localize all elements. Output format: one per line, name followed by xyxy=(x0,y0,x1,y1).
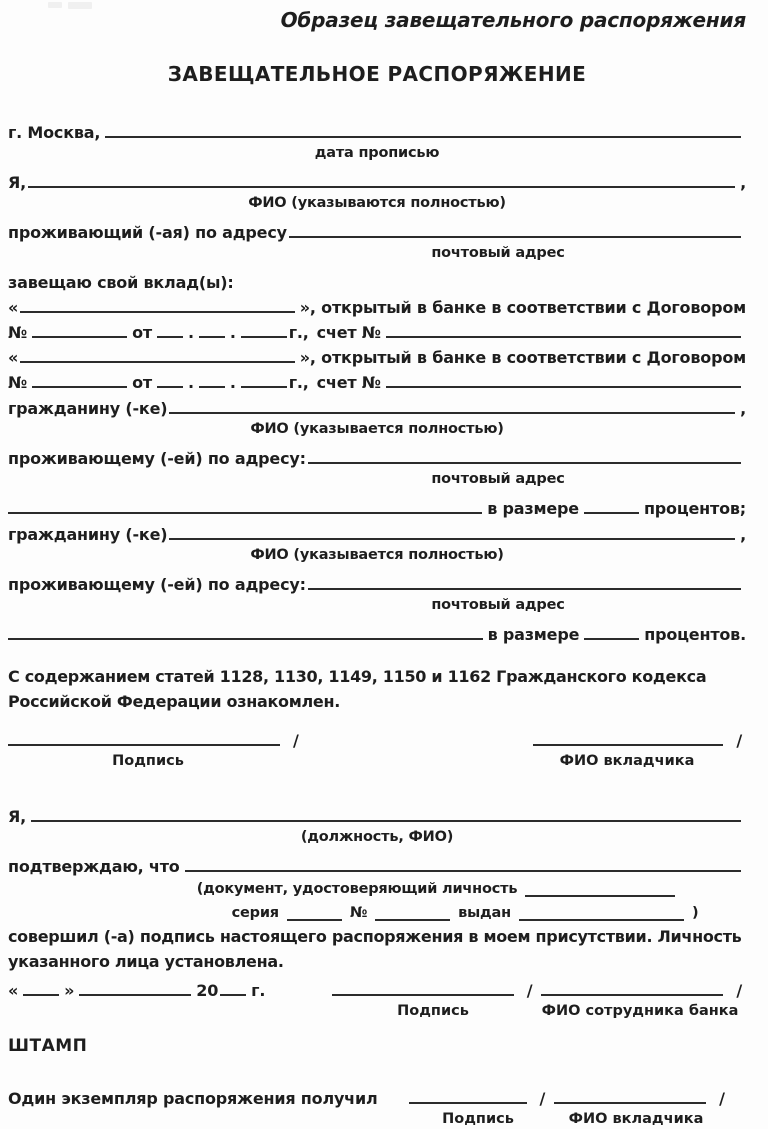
witness-text-line: указанного лица установлена. xyxy=(8,952,284,971)
beneficiary-address-label: проживающему (-ей) по адресу: xyxy=(8,449,306,468)
beneficiary-1-line xyxy=(8,392,746,418)
issued-label: выдан xyxy=(458,905,511,921)
spacer xyxy=(288,750,522,774)
beneficiary-1-share-line xyxy=(8,492,746,518)
date-caption: дата прописью xyxy=(314,145,440,161)
beneficiary-label: гражданину (-ке) xyxy=(8,399,168,418)
date-blank xyxy=(105,124,741,138)
testator-comma: , xyxy=(740,173,746,192)
beneficiary-address-blank xyxy=(308,450,741,464)
signature-caption: Подпись xyxy=(442,1111,514,1127)
deposit-year-blank xyxy=(241,374,287,388)
deposit-number-blank xyxy=(32,374,127,388)
slash: / xyxy=(539,1089,546,1108)
dot: . xyxy=(229,373,236,392)
copy-received-label: Один экземпляр распоряжения получил xyxy=(8,1089,378,1108)
dot: . xyxy=(187,373,194,392)
officer-fio-caption: ФИО сотрудника банка xyxy=(541,1003,739,1019)
beneficiary-postal-caption: почтовый адрес xyxy=(431,597,565,613)
deposit-name-blank xyxy=(20,299,295,313)
beneficiary-postal-caption: почтовый адрес xyxy=(431,471,565,487)
sample-note: Образец завещательного распоряжения xyxy=(280,8,746,32)
deposit-month-blank xyxy=(199,324,225,338)
beneficiary-fio-caption: ФИО (указывается полностью) xyxy=(250,421,504,437)
share-ending: процентов. xyxy=(644,625,746,644)
deposit-tail: », открытый в банке в соответствии с Договором xyxy=(299,348,746,367)
identity-doc-blank xyxy=(525,885,675,897)
slash: / xyxy=(293,731,299,750)
witness-text-line: совершил (-а) подпись настоящего распоряжения в моем присутствии. Личность xyxy=(8,927,742,946)
copy-received-row xyxy=(8,1080,746,1108)
officer-prefix: Я, xyxy=(8,807,26,826)
from-label: от xyxy=(132,323,152,342)
confirm-label: подтверждаю, что xyxy=(8,857,180,876)
deposit-number-blank xyxy=(32,324,127,338)
deposit-name-blank xyxy=(20,349,295,363)
open-quote: « xyxy=(8,298,19,317)
testator-address-blank xyxy=(289,224,741,238)
slash: / xyxy=(719,1089,725,1108)
document-title: ЗАВЕЩАТЕЛЬНОЕ РАСПОРЯЖЕНИЕ xyxy=(167,62,587,86)
beneficiary-2-line xyxy=(8,518,746,544)
officer-signature-captions xyxy=(8,1000,746,1024)
month-blank xyxy=(79,982,191,996)
spacer xyxy=(8,1000,338,1024)
scan-artifact xyxy=(48,2,62,8)
spacer xyxy=(528,1000,540,1024)
bequest-line xyxy=(8,266,746,292)
copy-fio-blank xyxy=(554,1090,706,1104)
share-percent-blank xyxy=(584,500,639,514)
testator-fio-blank xyxy=(28,174,735,188)
confirm-blank xyxy=(185,858,741,872)
confirm-line xyxy=(8,850,746,876)
copy-received-captions xyxy=(8,1108,746,1129)
year-blank xyxy=(220,982,246,996)
deposit-day-blank xyxy=(157,324,183,338)
depositor-signature-blank xyxy=(8,732,280,746)
depositor-signature-row xyxy=(8,722,746,750)
articles-text-line: С содержанием статей 1128, 1130, 1149, 1150 и 1162 Гражданского кодекса xyxy=(8,667,707,686)
doc-number-blank xyxy=(375,909,450,921)
officer-position-caption: (должность, ФИО) xyxy=(300,829,454,845)
deposit-2-name-line xyxy=(8,342,746,367)
day-blank xyxy=(23,982,59,996)
beneficiary-label: гражданину (-ке) xyxy=(8,525,168,544)
articles-text-line: Российской Федерации ознакомлен. xyxy=(8,692,340,711)
share-extra-blank xyxy=(8,626,483,640)
beneficiary-address-label: проживающему (-ей) по адресу: xyxy=(8,575,306,594)
open-quote: « xyxy=(8,348,19,367)
slash: / xyxy=(526,981,533,1000)
issued-by-blank xyxy=(519,909,684,921)
open-quote: « xyxy=(8,981,19,1000)
beneficiary-address-blank xyxy=(308,576,741,590)
year-label: г., xyxy=(288,373,309,392)
deposit-year-blank xyxy=(241,324,287,338)
share-label: в размере xyxy=(487,625,580,644)
identity-doc-caption-row xyxy=(68,876,768,900)
depositor-fio-caption: ФИО вкладчика xyxy=(568,1111,704,1127)
beneficiary-fio-blank xyxy=(169,400,735,414)
slash: / xyxy=(736,731,742,750)
beneficiary-2-address-line xyxy=(8,568,746,594)
account-label: счет № xyxy=(316,373,381,392)
year-label: г., xyxy=(288,323,309,342)
spacer xyxy=(548,1108,556,1129)
city-label: г. Москва, xyxy=(8,123,101,142)
officer-line xyxy=(8,800,746,826)
testator-postal-caption: почтовый адрес xyxy=(431,245,565,261)
close-paren: ) xyxy=(691,905,699,921)
series-blank xyxy=(287,909,342,921)
signature-caption: Подпись xyxy=(112,753,184,769)
dot: . xyxy=(229,323,236,342)
deposit-1-name-line xyxy=(8,292,746,317)
account-label: счет № xyxy=(316,323,381,342)
deposit-2-number-line xyxy=(8,367,746,392)
number-sign: № xyxy=(8,323,28,342)
beneficiary-fio-blank xyxy=(169,526,735,540)
year-suffix: г. xyxy=(251,981,266,1000)
deposit-account-blank xyxy=(386,324,741,338)
scan-artifact xyxy=(68,2,92,9)
date-signature-row xyxy=(8,974,746,1000)
beneficiary-2-share-line xyxy=(8,618,746,644)
depositor-fio-blank xyxy=(533,732,723,746)
deposit-tail: », открытый в банке в соответствии с Договором xyxy=(299,298,746,317)
share-ending: процентов; xyxy=(643,499,746,518)
beneficiary-1-address-line xyxy=(8,442,746,468)
spacer xyxy=(8,1108,408,1129)
testator-line xyxy=(8,166,746,192)
share-extra-blank xyxy=(8,500,482,514)
testator-address-label: проживающий (-ая) по адресу xyxy=(8,223,287,242)
deposit-month-blank xyxy=(199,374,225,388)
number-sign: № xyxy=(8,373,28,392)
stamp-label: ШТАМП xyxy=(8,1036,88,1056)
deposit-account-blank xyxy=(386,374,741,388)
beneficiary-comma: , xyxy=(740,399,746,418)
deposit-day-blank xyxy=(157,374,183,388)
series-caption-row xyxy=(96,900,768,924)
testator-fio-caption: ФИО (указываются полностью) xyxy=(248,195,506,211)
depositor-fio-caption: ФИО вкладчика xyxy=(559,753,695,769)
slash: / xyxy=(736,981,742,1000)
testator-prefix: Я, xyxy=(8,173,26,192)
number-sign: № xyxy=(349,905,368,921)
close-quote: » xyxy=(64,981,75,1000)
officer-fio-blank xyxy=(541,982,723,996)
share-label: в размере xyxy=(487,499,579,518)
beneficiary-comma: , xyxy=(740,525,746,544)
depositor-signature-captions xyxy=(8,750,746,774)
deposit-1-number-line xyxy=(8,317,746,342)
century-label: 20 xyxy=(196,981,219,1000)
series-label: серия xyxy=(231,905,279,921)
beneficiary-fio-caption: ФИО (указывается полностью) xyxy=(250,547,504,563)
copy-signature-blank xyxy=(409,1090,527,1104)
share-percent-blank xyxy=(584,626,639,640)
dot: . xyxy=(187,323,194,342)
from-label: от xyxy=(132,373,152,392)
identity-doc-caption: (документ, удостоверяющий личность xyxy=(196,881,518,897)
officer-name-blank xyxy=(31,808,741,822)
bequest-label: завещаю свой вклад(ы): xyxy=(8,273,234,292)
city-date-line xyxy=(8,116,746,142)
officer-signature-blank xyxy=(332,982,514,996)
signature-caption: Подпись xyxy=(397,1003,469,1019)
testator-address-line xyxy=(8,216,746,242)
